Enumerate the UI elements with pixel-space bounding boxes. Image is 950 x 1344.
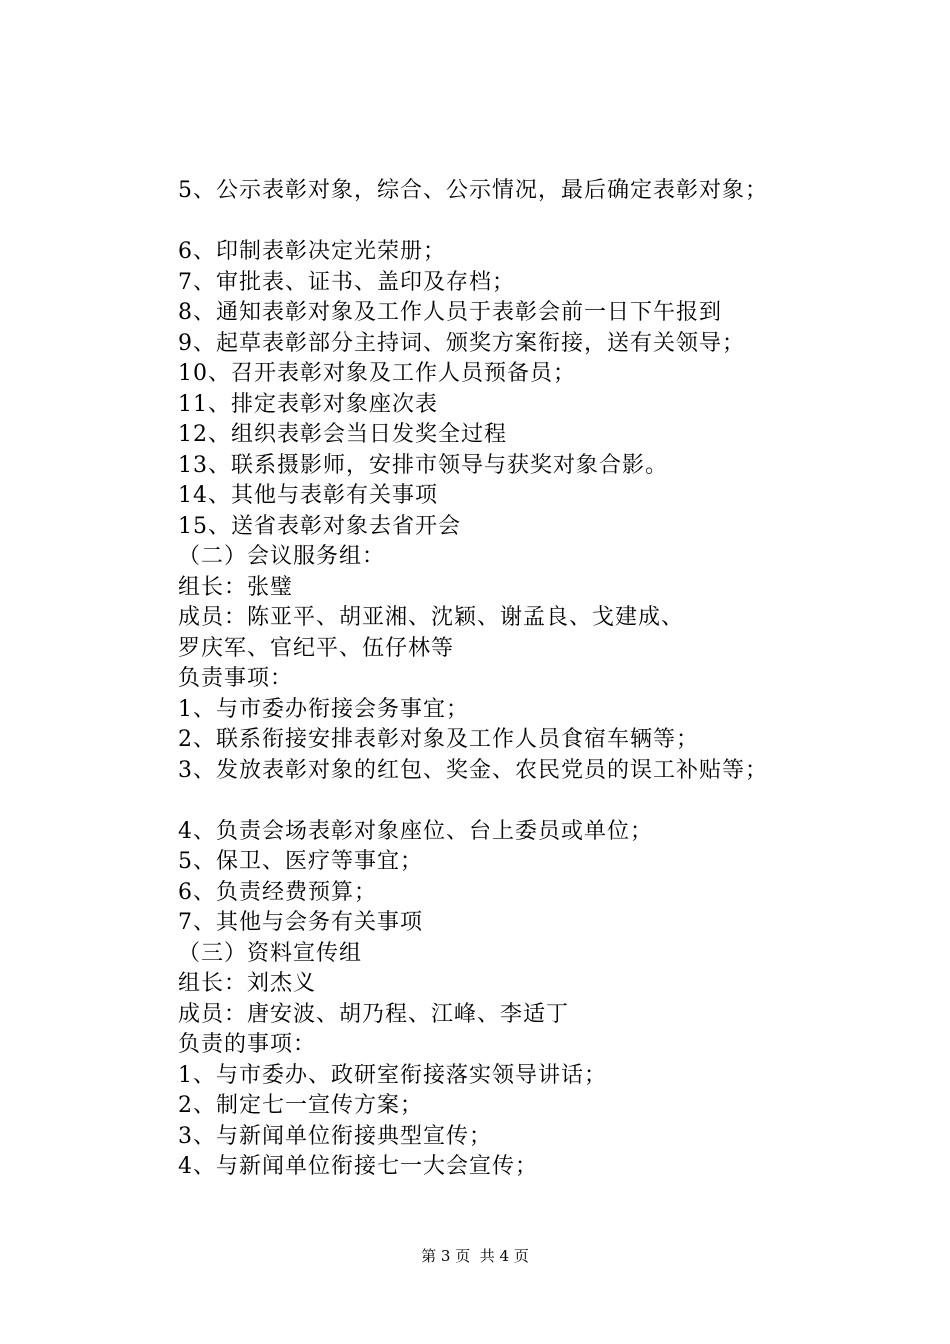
text-line: 4、负责会场表彰对象座位、台上委员或单位； [178,818,653,844]
text-line: 4、与新闻单位衔接七一大会宣传； [178,1154,538,1179]
text-line: 8、通知表彰对象及工作人员于表彰会前一日下午报到 [178,300,722,325]
text-line: 1、与市委办、政研室衔接落实领导讲话； [178,1062,607,1088]
text-line: 2、制定七一宣传方案； [178,1093,423,1118]
text-line: 12、组织表彰会当日发奖全过程 [178,422,507,447]
text-line: 负责事项： [178,666,294,691]
text-line: 7、审批表、证书、盖印及存档； [178,269,515,295]
text-line: 15、送省表彰对象去省开会 [178,513,461,539]
text-line: 7、其他与会务有关事项 [178,910,423,935]
text-line: 罗庆军、官纪平、伍仔林等 [178,635,455,661]
text-line: 9、起草表彰部分主持词、颁奖方案衔接，送有关领导； [178,330,745,356]
text-line: 1、与市委办衔接会务事宜； [178,696,469,722]
document-body [178,176,838,1183]
text-line: 2、联系衔接安排表彰对象及工作人员食宿车辆等； [178,727,699,752]
text-line: 成员：陈亚平、胡亚湘、沈颖、谢孟良、戈建成、 [178,605,685,630]
text-line: 6、负责经费预算； [178,879,377,905]
text-line: 14、其他与表彰有关事项 [178,483,438,508]
text-line: 11、排定表彰对象座次表 [178,391,438,417]
text-line: 5、保卫、医疗等事宜； [178,849,423,874]
text-line: （三）资料宣传组 [178,940,363,966]
text-line: （二）会议服务组： [178,544,386,569]
paragraph-gap [178,207,838,238]
text-line: 13、联系摄影师，安排市领导与获奖对象合影。 [178,452,668,478]
text-line: 3、发放表彰对象的红包、奖金、农民党员的误工补贴等； [178,757,768,783]
text-line: 5、公示表彰对象，综合、公示情况，最后确定表彰对象； [178,178,768,203]
text-line: 成员：唐安波、胡乃程、江峰、李适丁 [178,1001,570,1027]
text-line: 6、印制表彰决定光荣册； [178,239,446,264]
text-line: 负责的事项： [178,1032,317,1057]
page-footer: 第 3 页 共 4 页 [421,1247,529,1265]
text-line: 组长：张璧 [178,574,294,600]
text-line: 10、召开表彰对象及工作人员预备员； [178,361,576,386]
paragraph-gap [178,786,838,817]
text-line: 组长：刘杰义 [178,971,317,996]
text-line: 3、与新闻单位衔接典型宣传； [178,1123,492,1149]
